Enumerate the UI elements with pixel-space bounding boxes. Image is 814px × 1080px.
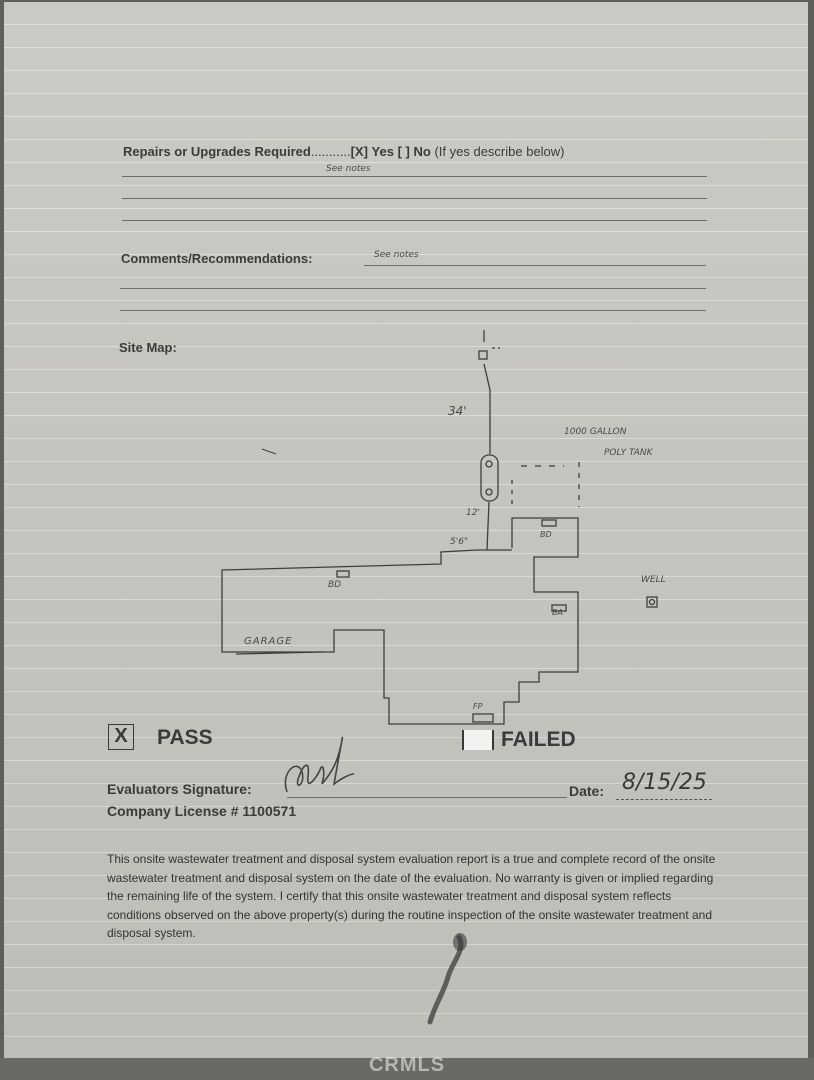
license-label: Company License # 1100571 <box>107 803 297 819</box>
failed-label: FAILED <box>501 728 576 751</box>
evaluation-form-page <box>4 2 808 1060</box>
comments-handwritten-note: See notes <box>374 250 419 260</box>
ink-smudge <box>4 2 808 1060</box>
distance-label: 34' <box>448 404 467 418</box>
pass-label: PASS <box>157 726 213 749</box>
repairs-hint: (If yes describe below) <box>434 144 565 159</box>
repairs-label: Repairs or Upgrades Required <box>123 144 311 159</box>
repairs-no-box: [ ] <box>397 144 410 159</box>
signature-label: Evaluators Signature: <box>107 781 252 797</box>
dimension-5-6-label: 5'6" <box>450 537 469 547</box>
tank-label: 1000 GALLON <box>564 427 627 437</box>
repairs-yes-label: Yes <box>371 144 394 159</box>
fp-label: FP <box>473 702 483 711</box>
small-dimension-label: 12' <box>466 508 480 518</box>
well-label: WELL <box>641 575 666 585</box>
repairs-no-label: No <box>413 144 431 159</box>
repairs-handwritten-note: See notes <box>326 164 371 174</box>
repairs-yes-box: [X] <box>350 144 368 159</box>
site-map-label: Site Map: <box>119 340 177 355</box>
date-label: Date: <box>569 783 605 799</box>
pass-check-mark: X <box>114 725 128 747</box>
repairs-dots: ........... <box>310 144 351 159</box>
bd-top-right-label: BD <box>540 530 552 539</box>
certification-statement: This onsite wastewater treatment and disposal system evaluation report is a true and complete record of the onsite wastewater treatment and disposal system on the date of the evaluation. No warranty is given or implied regarding the remaining life of the system. I certify that this onsite wastewater treatment and disposal system reflects conditions observed on the above property(s) during the routine inspection of the onsite wastewater treatment and disposal system. <box>107 852 716 940</box>
date-value: 8/15/25 <box>622 770 707 795</box>
watermark-text: CRMLS <box>368 1054 446 1076</box>
comments-label: Comments/Recommendations: <box>121 251 313 266</box>
tank-label-line2: POLY TANK <box>604 448 653 458</box>
ba-right-label: BA <box>552 608 563 617</box>
garage-label: GARAGE <box>244 636 293 647</box>
bd-left-label: BD <box>328 580 342 590</box>
